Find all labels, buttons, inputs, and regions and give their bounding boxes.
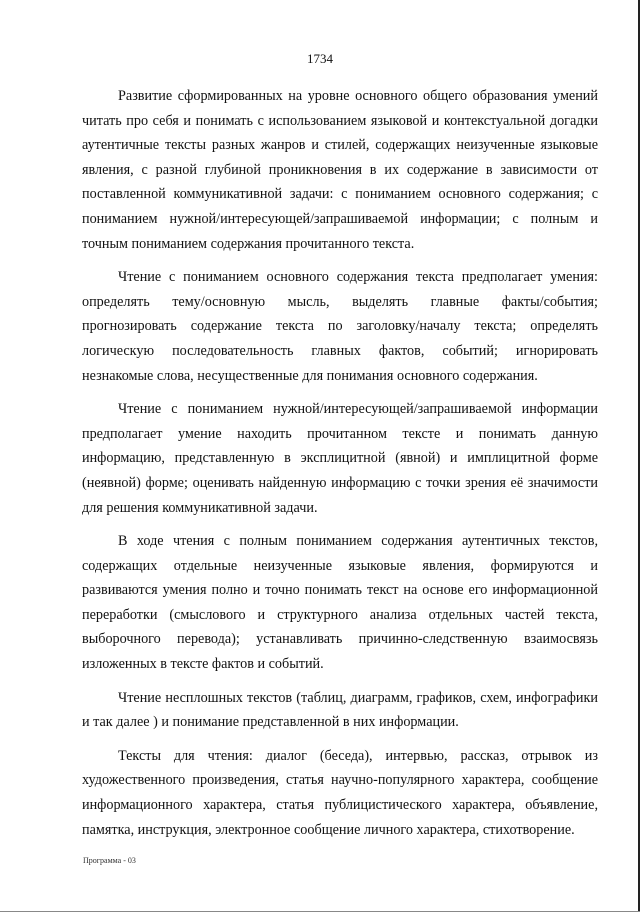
paragraph-full-understanding-reading: В ходе чтения с полным пониманием содержания аутентичных текстов, содержащих отдельные неизученные языковые явления, формируются и развиваются умения полно и точно понимать текст на основе его информационной переработки (смыслового и структурного анализа отдельных частей текста, выборочного перевода); устанавливать причинно-следственную взаимосвязь изложенных в тексте фактов и событий.	[82, 533, 598, 673]
page-number: 1734	[307, 51, 333, 66]
paragraph-main-content-reading: Чтение с пониманием основного содержания текста предполагает умения: определять тему/основную мысль, выделять главные факты/события; прогнозировать содержание текста по заголовку/началу текста; определять логическую последовательность главных фактов, событий; игнорировать незнакомые слова, несущественные для понимания основного содержания.	[82, 269, 598, 384]
paragraph-specific-info-reading: Чтение с пониманием нужной/интересующей/запрашиваемой информации предполагает умение находить прочитанном тексте и понимать данную информацию, представленную в эксплицитной (явной) и имплицитной форме (неявной) форме; оценивать найденную информацию с точки зрения её значимости для решения коммуникативной задачи.	[82, 401, 598, 516]
paragraph-non-continuous-texts: Чтение несплошных текстов (таблиц, диаграмм, графиков, схем, инфографики и так далее ) и понимание представленной в них информации.	[82, 689, 598, 731]
body-text	[82, 84, 598, 851]
paragraph-text-types: Тексты для чтения: диалог (беседа), интервью, рассказ, отрывок из художественного произведения, статья научно-популярного характера, сообщение информационного характера, статья публицистического характера, объявление, памятка, инструкция, электронное сообщение личного характера, стихотворение.	[82, 747, 598, 838]
footer-label: Программа - 03	[83, 856, 136, 865]
paragraph-reading-skills: Развитие сформированных на уровне основного общего образования умений читать про себя и понимать с использованием языковой и контекстуальной догадки аутентичные тексты разных жанров и стилей, содержащих неизученные языковые явления, с разной глубиной проникновения в их содержание в зависимости от поставленной коммуникативной задачи: с пониманием основного содержания; с пониманием нужной/интересующей/запрашиваемой информации; с полным и точным пониманием содержания прочитанного текста.	[82, 88, 598, 252]
